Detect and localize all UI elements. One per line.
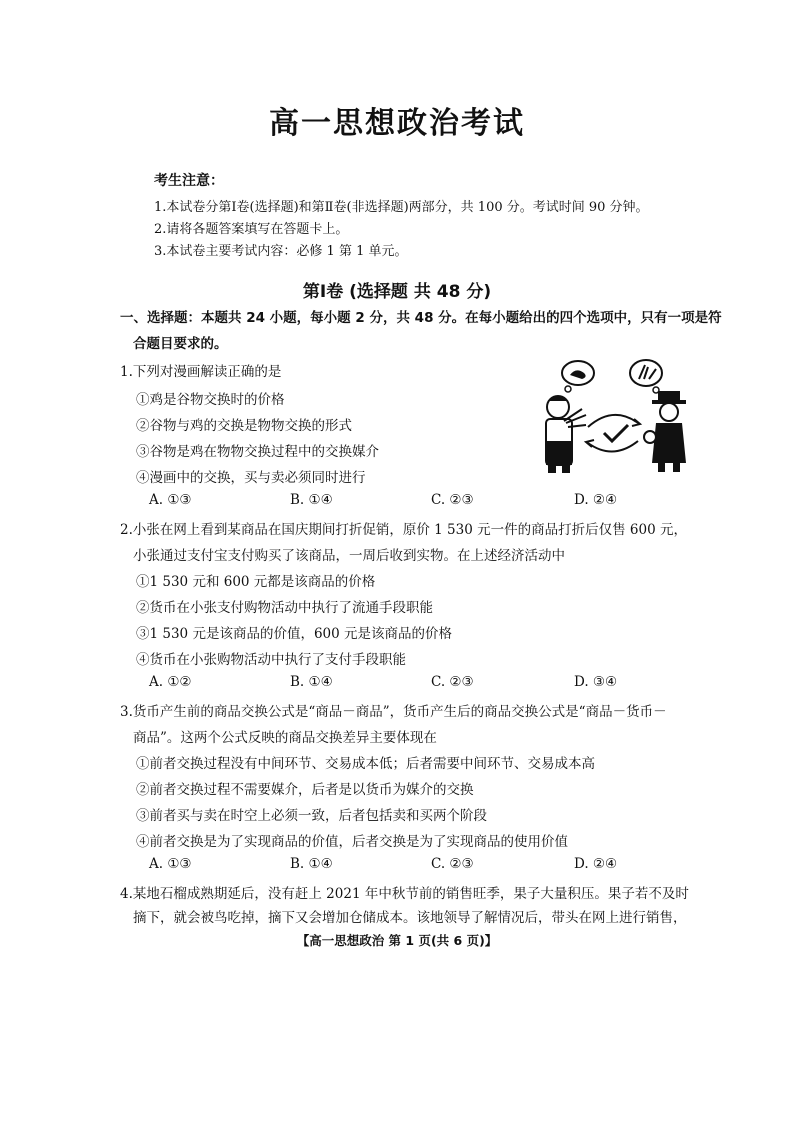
- question-2-choice-c[interactable]: C. ②③: [431, 674, 474, 690]
- question-1-option: ②谷物与鸡的交换是物物交换的形式: [136, 418, 352, 434]
- question-1-choice-c[interactable]: C. ②③: [431, 492, 474, 508]
- barter-cartoon-image: [528, 357, 708, 475]
- question-3-option: ②前者交换过程不需要媒介，后者是以货币为媒介的交换: [136, 782, 474, 798]
- question-2-choice-d[interactable]: D. ③④: [574, 674, 618, 690]
- question-1-option: ④漫画中的交换，买与卖必须同时进行: [136, 470, 366, 486]
- question-3-choice-c[interactable]: C. ②③: [431, 856, 474, 872]
- question-1-stem: 1.下列对漫画解读正确的是: [120, 364, 282, 380]
- instructions-line: 一、选择题：本题共 24 小题，每小题 2 分，共 48 分。在每小题给出的四个选项中，只有一项是符: [120, 310, 722, 326]
- notice-item: 2.请将各题答案填写在答题卡上。: [154, 222, 349, 237]
- question-4-stem: 摘下，就会被鸟吃掉，摘下又会增加仓储成本。该地领导了解情况后，带头在网上进行销售，: [133, 910, 687, 926]
- notice-heading: 考生注意：: [154, 173, 224, 189]
- question-2-stem: 2.小张在网上看到某商品在国庆期间打折促销，原价 1 530 元一件的商品打折后仅售 600 元，: [120, 522, 687, 538]
- question-1-option: ①鸡是谷物交换时的价格: [136, 392, 285, 408]
- question-1-choice-a[interactable]: A. ①③: [149, 492, 192, 508]
- question-1-choice-d[interactable]: D. ②④: [574, 492, 618, 508]
- question-1-option: ③谷物是鸡在物物交换过程中的交换媒介: [136, 444, 379, 460]
- question-2-option: ④货币在小张购物活动中执行了支付手段职能: [136, 652, 406, 668]
- question-2-option: ①1 530 元和 600 元都是该商品的价格: [136, 574, 376, 590]
- question-2-choice-b[interactable]: B. ①④: [290, 674, 333, 690]
- question-2-stem: 小张通过支付宝支付购买了该商品，一周后收到实物。在上述经济活动中: [133, 548, 565, 564]
- notice-item: 3.本试卷主要考试内容：必修 1 第 1 单元。: [154, 244, 408, 259]
- question-3-choice-a[interactable]: A. ①③: [149, 856, 192, 872]
- question-3-stem: 商品”。这两个公式反映的商品交换差异主要体现在: [133, 730, 437, 746]
- notice-item: 1.本试卷分第Ⅰ卷(选择题)和第Ⅱ卷(非选择题)两部分，共 100 分。考试时间 90 分钟。: [154, 200, 649, 215]
- question-2-choice-a[interactable]: A. ①②: [149, 674, 192, 690]
- question-2-option: ③1 530 元是该商品的价值，600 元是该商品的价格: [136, 626, 452, 642]
- question-3-option: ③前者买与卖在时空上必须一致，后者包括卖和买两个阶段: [136, 808, 487, 824]
- page-footer: 【高一思想政治 第 1 页(共 6 页)】: [296, 933, 498, 948]
- section-title: 第Ⅰ卷 (选择题 共 48 分): [302, 282, 492, 302]
- question-3-choice-b[interactable]: B. ①④: [290, 856, 333, 872]
- question-3-choice-d[interactable]: D. ②④: [574, 856, 618, 872]
- question-3-stem: 3.货币产生前的商品交换公式是“商品－商品”，货币产生后的商品交换公式是“商品－货币－: [120, 704, 667, 720]
- question-1-choice-b[interactable]: B. ①④: [290, 492, 333, 508]
- question-2-option: ②货币在小张支付购物活动中执行了流通手段职能: [136, 600, 433, 616]
- question-3-option: ④前者交换是为了实现商品的价值，后者交换是为了实现商品的使用价值: [136, 834, 568, 850]
- question-4-stem: 4.某地石榴成熟期延后，没有赶上 2021 年中秋节前的销售旺季，果子大量积压。果子若不及时: [120, 886, 689, 902]
- instructions-line: 合题目要求的。: [133, 336, 228, 352]
- page-title: 高一思想政治考试: [269, 106, 525, 141]
- question-3-option: ①前者交换过程没有中间环节、交易成本低；后者需要中间环节、交易成本高: [136, 756, 595, 772]
